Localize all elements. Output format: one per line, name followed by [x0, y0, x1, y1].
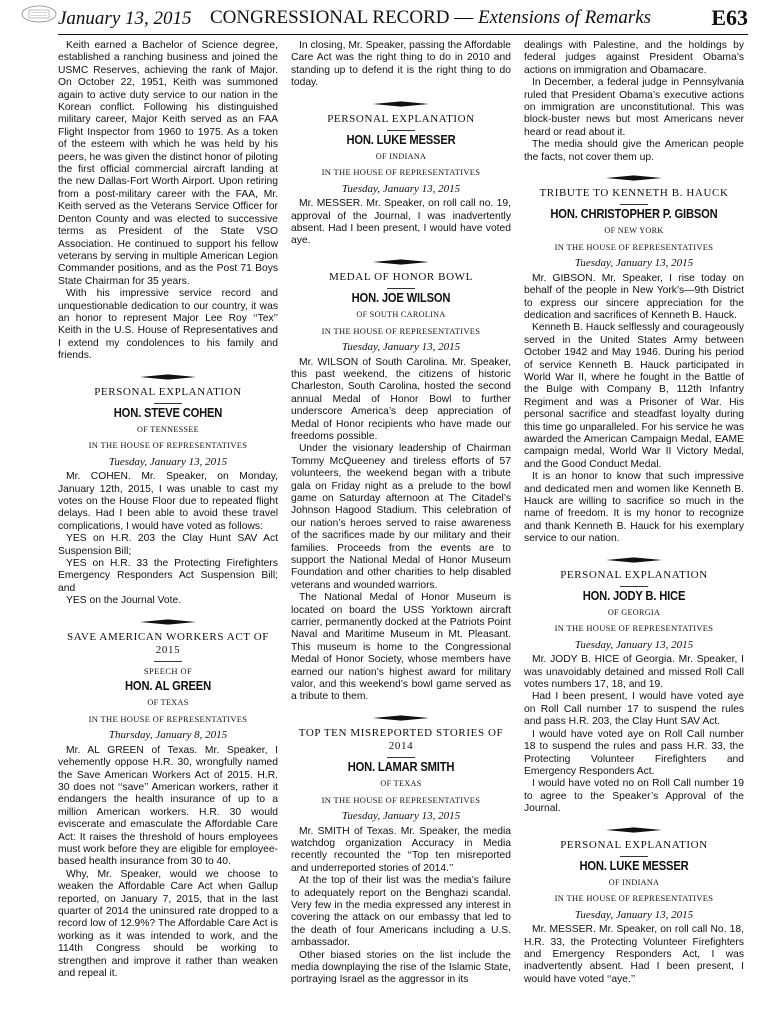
- paragraph: Mr. JODY B. HICE of Georgia. Mr. Speaker, I was unavoidably detained and missed Roll Call votes numbers 17, 18, and 19.: [524, 654, 744, 691]
- member-state: OF INDIANA: [608, 877, 660, 887]
- header-title: [210, 7, 651, 29]
- header-rule: [58, 34, 748, 35]
- section-ornament: [606, 175, 662, 181]
- paragraph: Under the visionary leadership of Chairman Tommy McQueeney and tireless efforts of 57 volunteers, the weekend began with a tribute gala on Friday night as a prelude to the bowl game on Saturday afternoon at The Citadel’s Johnson Hagood Stadium. This celebration of our nation’s heroes served to raise awareness of the sacrifices made by our military and their families. Proceeds from the events are to support the National Medal of Honor Museum Foundation and other charities to help disabled veterans and wounded warriors.: [291, 443, 511, 591]
- paragraph: Mr. WILSON of South Carolina. Mr. Speaker, this past weekend, the citizens of historic Charleston, South Carolina, hosted the second annual Medal of Honor Bowl to further underscore America’s deep appreciation of Medal of Honor recipients who have made our freedoms possible.: [291, 356, 511, 442]
- paragraph: YES on H.R. 203 the Clay Hunt SAV Act Suspension Bill;: [58, 533, 278, 557]
- gpo-logo-icon: [20, 3, 58, 25]
- paragraph: Mr. SMITH of Texas. Mr. Speaker, the media watchdog organization Accuracy in Media recently recounted the ‘‘Top ten misreported and underreported stories of 2014.’’: [291, 825, 511, 874]
- member-state: OF TEXAS: [147, 698, 189, 708]
- house-line: IN THE HOUSE OF REPRESENTATIVES: [321, 325, 481, 336]
- member-state: OF SOUTH CAROLINA: [356, 310, 446, 320]
- paragraph: In closing, Mr. Speaker, passing the Affordable Care Act was the right thing to do in 2010 and standing up to defend it is the right thing to do today.: [291, 40, 511, 89]
- member-name: HON. STEVE COHEN: [113, 404, 223, 420]
- house-line: IN THE HOUSE OF REPRESENTATIVES: [554, 241, 714, 252]
- section-title: SAVE AMERICAN WORKERS ACT OF 2015: [66, 630, 269, 656]
- paragraph: Had I been present, I would have voted aye on Roll Call number 17 to suspend the rules and pass H.R. 203, the Clay Hunt SAV Act.: [524, 691, 744, 728]
- section-title: TRIBUTE TO KENNETH B. HAUCK: [539, 187, 729, 200]
- paragraph: dealings with Palestine, and the holdings by federal judges against President Obama’s actions on immigration and Obamacare.: [524, 40, 744, 76]
- section-title: PERSONAL EXPLANATION: [560, 568, 708, 581]
- speech-date: Tuesday, January 13, 2015: [341, 810, 461, 823]
- member-state: OF INDIANA: [375, 152, 427, 162]
- section-rule: [620, 204, 648, 205]
- column-1: [58, 40, 278, 980]
- section-title: PERSONAL EXPLANATION: [327, 112, 475, 125]
- speech-date: Tuesday, January 13, 2015: [574, 638, 694, 651]
- paragraph: I would have voted no on Roll Call number 19 to agree to the Speaker’s Approval of the Journal.: [524, 778, 744, 815]
- section-ornament: [373, 715, 429, 721]
- member-name: HON. LUKE MESSER: [579, 857, 689, 873]
- paragraph: Mr. GIBSON. Mr. Speaker, I rise today on behalf of the people in New York’s—9th District to express our sincere appreciation for the dedication and sacrifices of Kenneth B. Hauck.: [524, 272, 744, 321]
- paragraph: Kenneth B. Hauck selflessly and courageously served in the United States Army between October 1942 and May 1946. During his period of service Kenneth B. Hauck participated in World War II, where he fought in the Battle of the Bulge with Company B, 112th Infantry Regiment and was a Prisoner of War. His personal sacrifice and steadfast loyalty during this time go unparalleled. For his service he was awarded the American Campaign Medal, EAME campaign medal, World War II Victory Medal, and the Good Conduct Medal.: [524, 322, 744, 470]
- section-ornament: [140, 619, 196, 625]
- paragraph: The National Medal of Honor Museum is located on board the USS Yorktown aircraft carrier, permanently docked at the Patriots Point Naval and Maritime Museum in Mt. Pleasant. This museum is home to the Congressional Medal of Honor Society, whose members have earned our nation’s highest award for military valor, and this weekend’s bowl game served as a tribute to them.: [291, 592, 511, 703]
- member-state: OF TENNESSEE: [137, 424, 199, 434]
- header-date: January 13, 2015: [58, 8, 192, 29]
- column-3: [524, 40, 744, 986]
- section-title: PERSONAL EXPLANATION: [560, 838, 708, 851]
- speech-date: Tuesday, January 13, 2015: [108, 455, 228, 468]
- member-state: OF NEW YORK: [604, 226, 664, 236]
- member-name: HON. LAMAR SMITH: [347, 758, 455, 774]
- member-state: OF TEXAS: [380, 779, 422, 789]
- section-title: PERSONAL EXPLANATION: [94, 385, 242, 398]
- speech-date: Tuesday, January 13, 2015: [341, 182, 461, 195]
- section-ornament: [373, 259, 429, 265]
- section-rule: [154, 403, 182, 404]
- paragraph: Other biased stories on the list include the media downplaying the rise of the Islamic State, portraying Israel as the aggressor in its: [291, 949, 511, 986]
- paragraph: YES on the Journal Vote.: [66, 595, 182, 607]
- paragraph: Mr. AL GREEN of Texas. Mr. Speaker, I vehemently oppose H.R. 30, wrongfully named the Save American Workers Act of 2015. H.R. 30 does not ‘‘save’’ American workers, rather it endangers the health insurance of up to a million American workers. H.R. 30 would eviscerate and emasculate the Affordable Care Act: It raises the threshold of hours employees must work before they are eligible for employee-based health insurance from 30 to 40.: [58, 744, 278, 868]
- section-rule: [620, 586, 648, 587]
- paragraph: The media should give the American people the facts, not cover them up.: [524, 139, 744, 163]
- header-title-sub: Extensions of Remarks: [477, 7, 652, 28]
- section-rule: [387, 288, 415, 289]
- member-name: HON. CHRISTOPHER P. GIBSON: [550, 206, 718, 222]
- column-2: [291, 40, 511, 987]
- speech-date: Tuesday, January 13, 2015: [574, 908, 694, 921]
- house-line: IN THE HOUSE OF REPRESENTATIVES: [321, 794, 481, 805]
- speech-date: Tuesday, January 13, 2015: [574, 257, 694, 270]
- house-line: IN THE HOUSE OF REPRESENTATIVES: [554, 623, 714, 634]
- member-name: HON. JOE WILSON: [351, 289, 451, 305]
- section-ornament: [140, 374, 196, 380]
- section-ornament: [373, 101, 429, 107]
- paragraph: It is an honor to know that such impressive and dedicated men and women like Kenneth B. Hauck are willing to sacrifice so much in the name of freedom. It is my honor to recognize and thank Kenneth B. Hauck for his exemplary service to our nation.: [524, 471, 744, 545]
- speech-date: Tuesday, January 13, 2015: [341, 341, 461, 354]
- speech-date: Thursday, January 8, 2015: [108, 729, 228, 742]
- paragraph: In December, a federal judge in Pennsylvania ruled that President Obama’s executive actions on immigration are unconstitutional. This was block-buster news but most Americans never heard or read about it.: [524, 77, 744, 138]
- section-ornament: [606, 827, 662, 833]
- paragraph: With his impressive service record and unquestionable dedication to our country, it was an honor to represent Major Lee Roy ‘‘Tex’’ Keith in the U.S. House of Representatives and I extend my condolences to his family and friends.: [58, 288, 278, 362]
- paragraph: Mr. COHEN. Mr. Speaker, on Monday, January 12th, 2015, I was unable to cast my votes on the House Floor due to repeated flight delays. Had I been able to avoid these travel complications, I would have voted as follows:: [58, 471, 278, 532]
- paragraph: Mr. MESSER. Mr. Speaker, on roll call No. 18, H.R. 33, the Protecting Volunteer Firefighters and Emergency Responders Act, I was inadvertently absent. Had I been present, I would have voted ‘‘aye.’’: [524, 924, 744, 985]
- member-name: HON. AL GREEN: [125, 678, 211, 694]
- house-line: IN THE HOUSE OF REPRESENTATIVES: [88, 713, 248, 724]
- section-rule: [387, 130, 415, 131]
- page-number: E63: [711, 5, 748, 30]
- member-name: HON. LUKE MESSER: [346, 131, 456, 147]
- house-line: IN THE HOUSE OF REPRESENTATIVES: [554, 893, 714, 904]
- member-name: HON. JODY B. HICE: [582, 587, 686, 603]
- section-title: MEDAL OF HONOR BOWL: [329, 270, 473, 283]
- paragraph: YES on H.R. 33 the Protecting Firefighters Emergency Responders Act Suspension Bill; and: [58, 558, 278, 594]
- house-line: IN THE HOUSE OF REPRESENTATIVES: [88, 440, 248, 451]
- paragraph: Keith earned a Bachelor of Science degree, established a ranching business and joined the USMC Reserves, achieving the rank of Major. On October 22, 1951, Keith was summoned again to active duty service to our nation in the Korean conflict. Following his distinguished military career, Major Keith served as an FAA Flight Inspector from 1960 to 1975. As a token of the esteem with which he was held by his peers, he was given the distinct honor of piloting the first official commercial aircraft landing at the new Dallas-Fort Worth Airport. Upon retiring from a post-military career with the FAA, Mr. Keith served as the Veterans Service Officer for Denton County and was elected to successive terms as President of the State VSO Association. He continued to support his fellow veterans by serving in multiple American Legion Commander positions, and as the Post 71 Boys State Chairman for 35 years.: [58, 40, 278, 287]
- section-rule: [620, 856, 648, 857]
- section-ornament: [606, 557, 662, 563]
- paragraph: Why, Mr. Speaker, would we choose to weaken the Affordable Care Act when Gallup reported, on January 7, 2015, that in the last quarter of 2014 the uninsured rate dropped to a record low of 12.9%? The Affordable Care Act is working as it was intended to work, and the 114th Congress should be working to strengthen and improve it rather than weaken and repeal it.: [58, 868, 278, 979]
- paragraph: I would have voted aye on Roll Call number 18 to suspend the rules and pass H.R. 33, the Protecting Volunteer Firefighters and Emergency Responders Act.: [524, 728, 744, 777]
- member-state: OF GEORGIA: [607, 608, 661, 618]
- header-title-main: CONGRESSIONAL RECORD —: [210, 7, 474, 28]
- body-columns: [58, 40, 748, 1020]
- section-rule: [154, 661, 182, 662]
- speech-of-label: SPEECH OF: [143, 665, 193, 676]
- paragraph: Mr. MESSER. Mr. Speaker, on roll call no. 19, approval of the Journal, I was inadvertently absent. Had I been present, I would have voted aye.: [291, 198, 511, 247]
- paragraph: At the top of their list was the media’s failure to adequately report on the Benghazi scandal. Very few in the media expressed any interest in covering the attack on our embassy that led to the death of four Americans including a U.S. ambassador.: [291, 875, 511, 949]
- section-title: TOP TEN MISREPORTED STORIES OF 2014: [298, 726, 504, 752]
- section-rule: [387, 757, 415, 758]
- house-line: IN THE HOUSE OF REPRESENTATIVES: [321, 167, 481, 178]
